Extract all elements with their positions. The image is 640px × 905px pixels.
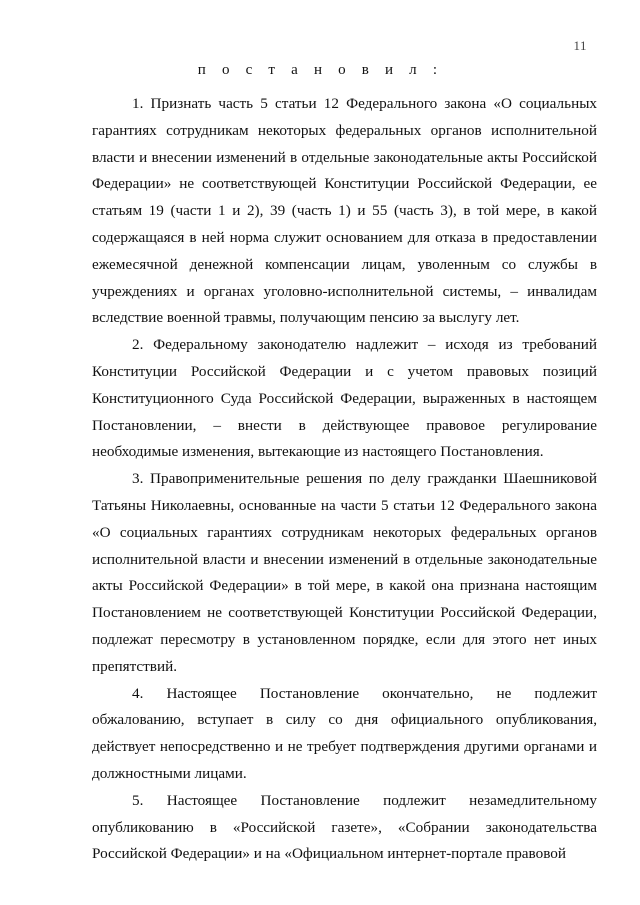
paragraph-3: 3. Правоприменительные решения по делу гражданки Шаешниковой Татьяны Николаевны, основанные на части 5 статьи 12 Федерального закона «О социальных гарантиях сотрудникам некоторых федеральных органов исполнительной власти и внесении изменений в отдельные законодательные акты Российской Федерации» в той мере, в какой она признана настоящим Постановлением не соответствующей Конституции Российской Федерации, подлежат пересмотру в установленном порядке, если для этого нет иных препятствий. — [92, 470, 597, 675]
document-body — [92, 91, 597, 868]
paragraph-5: 5. Настоящее Постановление подлежит незамедлительному опубликованию в «Российской газете», «Собрании законодательства Российской Федерации» и на «Официальном интернет-портале правовой — [92, 791, 597, 863]
page-number: 11 — [573, 38, 587, 53]
paragraph-1: 1. Признать часть 5 статьи 12 Федерального закона «О социальных гарантиях сотрудникам некоторых федеральных органов исполнительной власти и внесении изменений в отдельные законодательные акты Российской Федерации» не соответствующей Конституции Российской Федерации, ее статьям 19 (части 1 и 2), 39 (часть 1) и 55 (часть 3), в той мере, в какой содержащаяся в ней норма служит основанием для отказа в предоставлении ежемесячной денежной компенсации лицам, уволенным со службы в учреждениях и органах уголовно-исполнительной системы, – инвалидам вследствие военной травмы, получающим пенсию за выслугу лет. — [92, 95, 597, 327]
paragraph-2: 2. Федеральному законодателю надлежит – исходя из требований Конституции Российской Федерации и с учетом правовых позиций Конституционного Суда Российской Федерации, выраженных в настоящем Постановлении, – внести в действующее правовое регулирование необходимые изменения, вытекающие из настоящего Постановления. — [92, 336, 597, 461]
paragraph-4: 4. Настоящее Постановление окончательно, не подлежит обжалованию, вступает в силу со дня официального опубликования, действует непосредственно и не требует подтверждения другими органами и должностными лицами. — [92, 684, 597, 782]
resolution-heading: п о с т а н о в и л : — [197, 62, 443, 78]
